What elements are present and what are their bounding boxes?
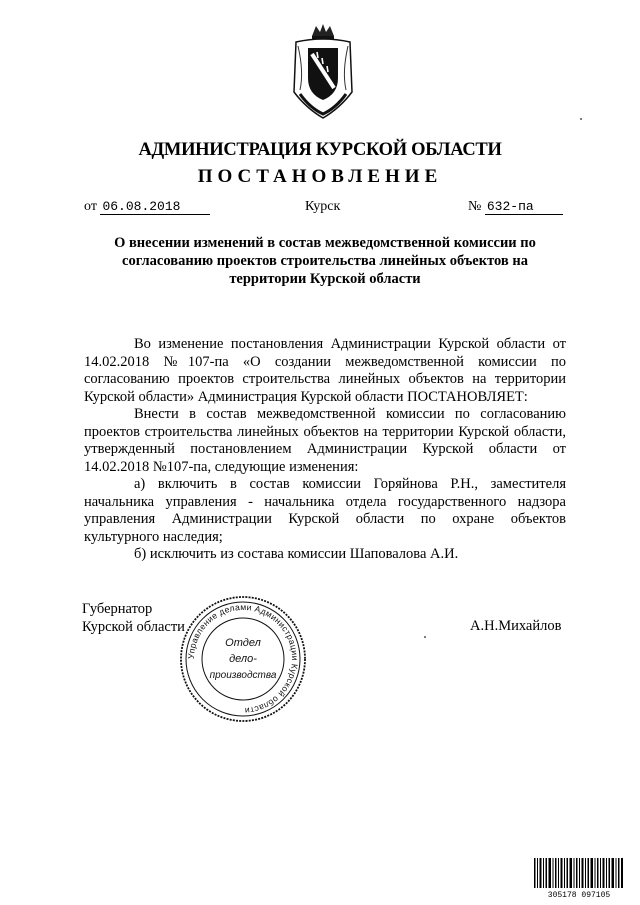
document-city: Курск — [305, 199, 341, 214]
subject-line-3: территории Курской области — [229, 271, 421, 287]
subject-line-1: О внесении изменений в состав межведомственной комиссии по — [114, 235, 536, 251]
signatory-position — [82, 600, 185, 636]
document-type-title: ПОСТАНОВЛЕНИЕ — [197, 166, 443, 187]
subject-line-2: согласованию проектов строительства линейных объектов на — [122, 253, 528, 269]
document-subject — [100, 234, 550, 288]
barcode-bars — [534, 858, 623, 888]
body-paragraph-3: а) включить в состав комиссии Горяйнова Р.Н., заместителя начальника управления - начальника отдела государственного надзора управления Администрации Курской области по охране объектов культурного наследия; — [84, 476, 566, 545]
organization-title: АДМИНИСТРАЦИЯ КУРСКОЙ ОБЛАСТИ — [138, 140, 502, 160]
number-value: 632-па — [485, 200, 563, 215]
office-stamp — [178, 594, 308, 724]
body-paragraph-1: Во изменение постановления Администрации Курской области от 14.02.2018 №107-па «О создании межведомственной комиссии по согласованию проектов строительства линейных объектов на территории Курской области» Администрация Курской области ПОСТАНОВЛЯЕТ: — [84, 336, 566, 405]
number-prefix: № — [468, 199, 482, 214]
stamp-center-line-3: производства — [209, 670, 277, 681]
date-value: 06.08.2018 — [100, 200, 210, 215]
document-barcode — [534, 858, 624, 898]
signatory-name: А.Н.Михайлов — [470, 618, 562, 634]
scan-speck — [580, 118, 582, 120]
document-number — [468, 199, 563, 215]
stamp-center-line-1: Отдел — [225, 637, 261, 649]
body-paragraph-4: б) исключить из состава комиссии Шаповалова А.И. — [134, 546, 459, 562]
document-date — [84, 199, 210, 215]
scan-speck — [424, 636, 426, 638]
position-line-2: Курской области — [82, 619, 185, 635]
coat-of-arms-emblem — [290, 22, 356, 122]
position-line-1: Губернатор — [82, 601, 153, 617]
stamp-ring-text: Управление делами Администрации Курской области — [185, 601, 301, 717]
document-body — [84, 336, 566, 564]
stamp-center-line-2: дело- — [229, 653, 257, 665]
date-prefix: от — [84, 199, 97, 214]
barcode-number: 305178 097105 — [547, 891, 611, 898]
body-paragraph-2: Внести в состав межведомственной комиссии по согласованию проектов строительства линейных объектов на территории Курской области, утвержденный постановлением Администрации Курской области от 14.02.2018 №107-па, следующие изменения: — [84, 406, 566, 475]
